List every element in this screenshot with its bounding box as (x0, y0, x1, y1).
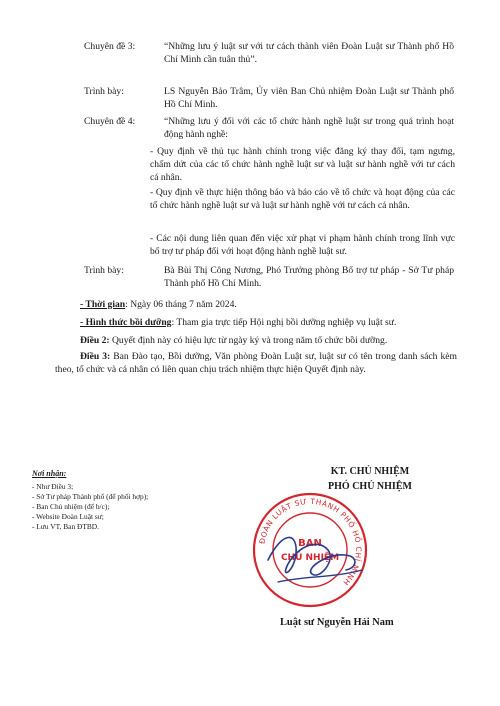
recipient-item: - Website Đoàn Luật sư; (32, 512, 104, 521)
recipient-item: - Ban Chủ nhiệm (để b/c); (32, 502, 110, 511)
event-time-value: : Ngày 06 tháng 7 năm 2024. (125, 299, 237, 310)
topic-3 (84, 40, 454, 70)
handwritten-signature (258, 520, 368, 600)
event-time (80, 298, 460, 311)
signature-stroke (268, 537, 355, 575)
seal-center-line-2: CHỦ NHIỆM (280, 553, 340, 563)
recipients-list (32, 482, 148, 532)
seal-ring-text: ĐOÀN LUẬT SƯ THÀNH PHỐ HỒ CHÍ MINH (257, 496, 364, 588)
article-3-text: Ban Đào tạo, Bồi dưỡng, Văn phòng Đoàn Luật sư, luật sư có tên trong danh sách kèm theo, tổ chức và cá nhân có liên quan chịu trách nhiệm thực hiện Quyết định này. (55, 351, 458, 375)
signer-name: Luật sư Nguyễn Hải Nam (280, 617, 394, 628)
topic-3-label: Chuyên đề 3: (84, 41, 136, 52)
signature-underline (278, 570, 362, 582)
article-2 (80, 334, 460, 347)
event-time-label: - Thời gian (80, 299, 126, 310)
topic-4 (84, 115, 454, 145)
recipient-item: - Như Điều 3; (32, 482, 74, 491)
presenter-1 (84, 85, 454, 115)
seal-center-line-1: BAN (298, 538, 322, 549)
article-2-label: Điều 2: (80, 335, 110, 346)
training-format-label: - Hình thức bồi dưỡng (80, 317, 172, 328)
topic-4-bullet: - Quy định về thủ tục hành chính trong việc đăng ký thay đổi, tạm ngưng, chấm dứt của các tổ chức hành nghề luật sư và luật sư hành nghề với tư cách cá nhân. (150, 146, 455, 183)
article-3 (55, 350, 457, 376)
presenter-2-text: Bà Bùi Thị Công Nương, Phó Trưởng phòng Bổ trợ tư pháp - Sở Tư pháp Thành phố Hồ Chí Minh. (164, 265, 454, 289)
presenter-1-text: LS Nguyễn Bảo Trâm, Ủy viên Ban Chủ nhiệm Đoàn Luật sư Thành phố Hồ Chí Minh. (164, 86, 454, 110)
recipient-item: - Lưu VT, Ban ĐTBD. (32, 522, 99, 531)
signature-title-1: KT. CHỦ NHIỆM (330, 466, 410, 477)
topic-4-text: “Những lưu ý đối với các tổ chức hành nghề luật sư trong quá trình hoạt động hành nghề: (164, 116, 454, 140)
presenter-1-label: Trình bày: (84, 86, 124, 97)
training-format (80, 316, 460, 329)
signature-title-2: PHÓ CHỦ NHIỆM (328, 481, 412, 492)
topic-4-bullet: - Các nội dung liên quan đến việc xử phạt vi phạm hành chính trong lĩnh vực bổ trợ tư pháp đối với hoạt động hành nghề luật sư. (150, 233, 455, 257)
presenter-2 (84, 264, 454, 294)
article-2-text: Quyết định này có hiệu lực từ ngày ký và trong năm tổ chức bồi dưỡng. (109, 335, 388, 346)
topic-4-bullet: - Quy định về thực hiện thông báo và báo cáo về tổ chức và hoạt động của các tổ chức hành nghề luật sư và luật sư hành nghề với tư cách cá nhân. (150, 187, 455, 211)
article-3-label: Điều 3: (80, 351, 111, 362)
presenter-2-label: Trình bày: (84, 265, 124, 276)
topic-4-label: Chuyên đề 4: (84, 116, 136, 127)
recipients-title: Nơi nhận: (32, 469, 67, 478)
recipient-item: - Sở Tư pháp Thành phố (để phối hợp); (32, 492, 149, 501)
training-format-value: : Tham gia trực tiếp Hội nghị bồi dưỡng nghiệp vụ luật sư. (171, 317, 397, 328)
topic-3-text: “Những lưu ý luật sư với tư cách thành viên Đoàn Luật sư Thành phố Hồ Chí Minh cần tuân thủ”. (164, 41, 454, 65)
